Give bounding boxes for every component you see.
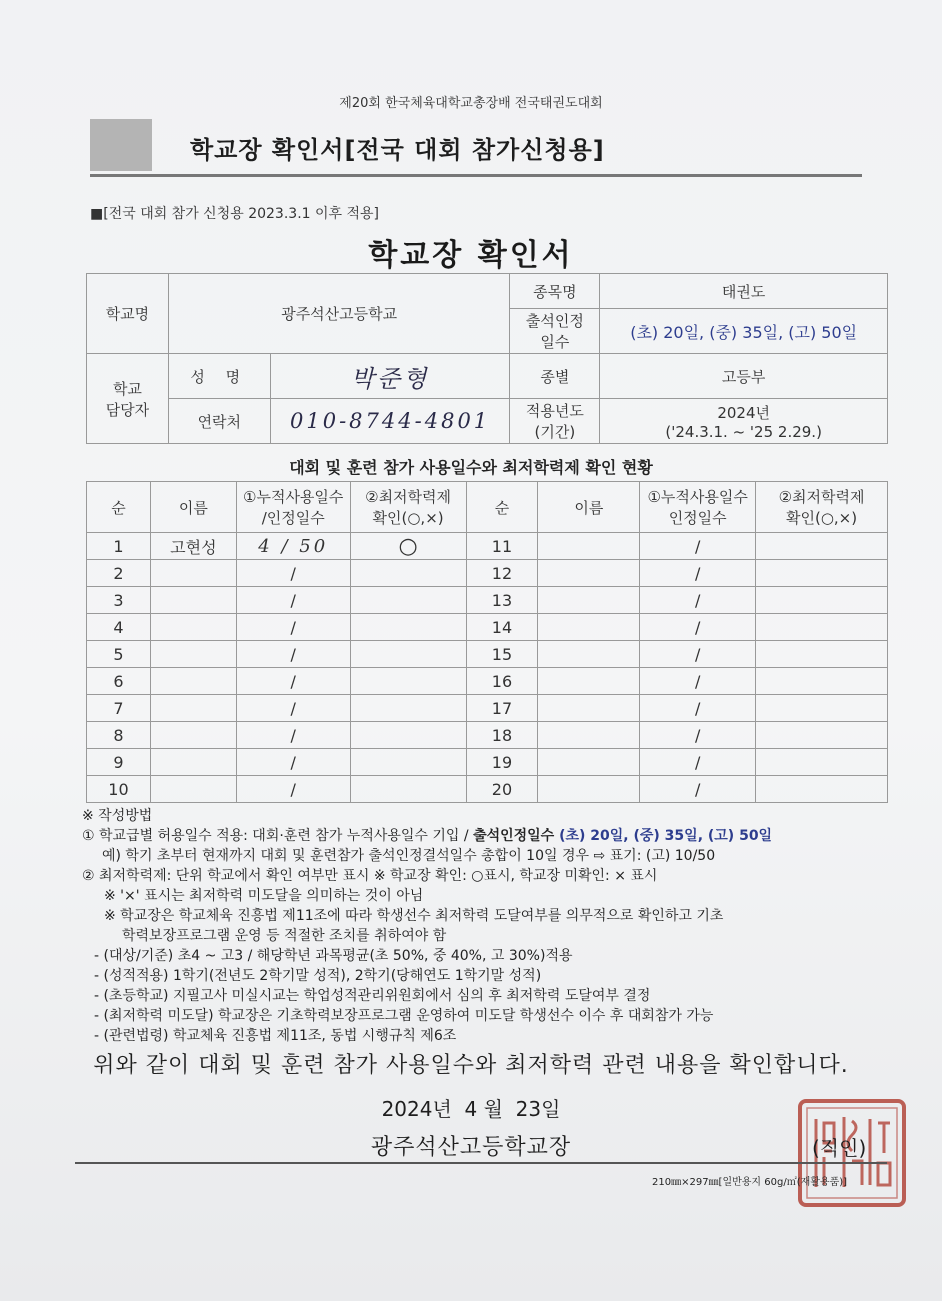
header-days-2 [640,482,756,533]
row-no: 5 [87,641,151,668]
row-no: 3 [87,587,151,614]
row-no-2: 11 [466,533,538,560]
header-name: 이름 [150,482,236,533]
row-no-2: 13 [466,587,538,614]
row-no: 2 [87,560,151,587]
row-name-2 [538,614,640,641]
row-days: / [236,641,350,668]
row-no-2: 16 [466,668,538,695]
writing-instructions [82,806,892,1046]
row-min-2 [756,695,888,722]
row-min [350,614,466,641]
event-value: 태권도 [600,274,888,309]
row-no: 7 [87,695,151,722]
school-value: 광주석산고등학교 [168,274,510,354]
header-min2-line1: ②최저학력제 [778,488,865,506]
row-no: 8 [87,722,151,749]
row-days: / [236,614,350,641]
row-name [150,587,236,614]
row-name-2 [538,641,640,668]
division-value: 고등부 [600,354,888,399]
row-min-2 [756,722,888,749]
row-days-2: / [640,722,756,749]
paper-spec: 210㎜×297㎜[일반용지 60g/㎡(재활용품)] [652,1177,848,1188]
name-label: 성 명 [168,354,270,399]
header-no-2: 순 [466,482,538,533]
row-name [150,695,236,722]
header-min2-line2: 확인(○,×) [785,509,858,527]
handwritten-name: 박준형 [270,354,510,399]
banner-title: 학교장 확인서[전국 대회 참가신청용] [190,136,605,164]
division-label: 종별 [510,354,600,399]
row-name-2 [538,695,640,722]
manager-label-line1: 학교 [112,379,142,398]
detail-law: - (관련법령) 학교체육 진흥법 제11조, 동법 시행규칙 제6조 [94,1028,457,1044]
row-no-2: 14 [466,614,538,641]
row-min-2 [756,587,888,614]
instruction-2-note1: ※ '×' 표시는 최저학력 미도달을 의미하는 것이 아님 [104,888,424,904]
row-min-2 [756,776,888,803]
row-no-2: 15 [466,641,538,668]
usage-row [87,776,888,803]
usage-row [87,533,888,560]
header-days2-line1: ①누적사용일수 [647,488,748,506]
row-min-2 [756,641,888,668]
row-name-2 [538,560,640,587]
row-days: / [236,722,350,749]
instruction-1 [82,826,892,846]
row-no: 4 [87,614,151,641]
row-min [350,641,466,668]
instruction-1-text: ① 학교급별 허용일수 적용: 대회·훈련 참가 누적사용일수 기입 / [82,828,474,844]
detail-elementary: - (초등학교) 지필고사 미실시교는 학업성적관리위원회에서 심의 후 최저학력 도달여부 결정 [94,988,651,1004]
year-value [600,399,888,444]
header-days-line1: ①누적사용일수 [243,488,344,506]
usage-row [87,587,888,614]
school-label: 학교명 [87,274,169,354]
usage-row [87,722,888,749]
row-no-2: 12 [466,560,538,587]
row-name [150,560,236,587]
row-days: / [236,587,350,614]
instruction-2: ② 최저학력제: 단위 학교에서 확인 여부만 표시 ※ 학교장 확인: ○표시, 학교장 미확인: × 표시 [82,868,658,884]
row-no-2: 17 [466,695,538,722]
row-min-2 [756,614,888,641]
usage-row [87,695,888,722]
row-name-2 [538,749,640,776]
instruction-2-note2-cont: 학력보장프로그램 운영 등 적절한 조치를 취하여야 함 [122,928,447,944]
header-days2-line2: 인정일수 [668,509,727,527]
event-label: 종목명 [510,274,600,309]
period-value-line: ('24.3.1. ~ '25 2.29.) [665,422,822,441]
row-min-2 [756,668,888,695]
manager-label [87,354,169,444]
banner-gray-box [90,119,152,171]
header-days-line2: /인정일수 [261,509,325,527]
row-min [350,587,466,614]
instructions-title: ※ 작성방법 [82,808,153,824]
row-name [150,722,236,749]
row-name [150,749,236,776]
row-days-2: / [640,560,756,587]
detail-grades: - (성적적용) 1학기(전년도 2학기말 성적), 2학기(당해연도 1학기말 성적) [94,968,542,984]
row-name [150,614,236,641]
row-min [350,776,466,803]
row-days-2: / [640,641,756,668]
row-days: / [236,695,350,722]
instruction-1-bold: 출석인정일수 [473,828,560,844]
attendance-label-line2: 일수 [540,333,570,351]
row-name-2 [538,587,640,614]
row-min [350,722,466,749]
row-name-2 [538,722,640,749]
principal-name: 광주석산고등학교장 [370,1135,572,1160]
instruction-2-note2: ※ 학교장은 학교체육 진흥법 제11조에 따라 학생선수 최저학력 도달여부를 의무적으로 확인하고 기초 [104,908,724,924]
handwritten-contact: 010-8744-4801 [270,399,510,444]
year-label-line2: (기간) [534,423,576,441]
header-min-line1: ②최저학력제 [365,488,452,506]
application-note: ■[전국 대회 참가 신청용 2023.3.1 이후 적용] [90,206,380,222]
row-no: 10 [87,776,151,803]
attendance-value: (초) 20일, (중) 35일, (고) 50일 [600,309,888,354]
document-title: 학교장 확인서 [368,238,574,273]
header-min-line2: 확인(○,×) [372,509,444,527]
row-name [150,776,236,803]
row-days: / [236,560,350,587]
attendance-label [510,309,600,354]
header-min-2 [756,482,888,533]
usage-row [87,668,888,695]
usage-table [86,481,888,803]
row-days: / [236,668,350,695]
row-min [350,560,466,587]
row-name [150,668,236,695]
row-min-2 [756,560,888,587]
row-name-2 [538,776,640,803]
row-days: / [236,776,350,803]
row-no-2: 20 [466,776,538,803]
usage-row [87,641,888,668]
header-no: 순 [87,482,151,533]
detail-target: - (대상/기준) 초4 ~ 고3 / 해당학년 과목평균(초 50%, 중 40%, 고 30%)적용 [94,948,573,964]
row-days-2: / [640,614,756,641]
issue-date: 2024년 4 월 23일 [381,1097,561,1121]
row-days: 4 / 50 [236,533,350,560]
attendance-label-line1: 출석인정 [525,312,584,330]
row-min [350,749,466,776]
seal-label: (직인) [812,1136,867,1160]
section-title: 대회 및 훈련 참가 사용일수와 최저학력제 확인 현황 [289,458,653,477]
header-min [350,482,466,533]
detail-below-minimum: - (최저학력 미도달) 학교장은 기초학력보장프로그램 운영하여 미도달 학생선수 이수 후 대회참가 가능 [94,1008,714,1024]
row-min-2 [756,749,888,776]
row-no-2: 19 [466,749,538,776]
instruction-1-example: 예) 학기 초부터 현재까지 대회 및 훈련참가 출석인정결석일수 총합이 10일 경우 ⇨ 표기: (고) 10/50 [102,848,716,864]
year-label-line1: 적용년도 [525,402,584,420]
info-table [86,273,888,444]
year-label [510,399,600,444]
row-min [350,668,466,695]
contact-label: 연락처 [168,399,270,444]
row-days-2: / [640,587,756,614]
header-name-2: 이름 [538,482,640,533]
usage-header-row [87,482,888,533]
usage-row [87,560,888,587]
banner-rule [90,174,862,177]
year-value-line: 2024년 [717,403,770,422]
usage-row [87,614,888,641]
row-days-2: / [640,776,756,803]
row-min-2 [756,533,888,560]
manager-label-line2: 담당자 [105,400,150,419]
row-days-2: / [640,668,756,695]
row-min: ○ [350,533,466,560]
row-no: 6 [87,668,151,695]
row-name: 고현성 [150,533,236,560]
row-days-2: / [640,533,756,560]
event-name: 제20회 한국체육대학교총장배 전국태권도대회 [339,96,603,111]
row-name [150,641,236,668]
footer-rule [75,1162,887,1164]
header-days [236,482,350,533]
confirmation-statement: 위와 같이 대회 및 훈련 참가 사용일수와 최저학력 관련 내용을 확인합니다. [93,1053,849,1078]
row-no: 1 [87,533,151,560]
row-days-2: / [640,749,756,776]
row-min [350,695,466,722]
usage-row [87,749,888,776]
row-name-2 [538,533,640,560]
row-no-2: 18 [466,722,538,749]
row-days: / [236,749,350,776]
row-no: 9 [87,749,151,776]
row-name-2 [538,668,640,695]
instruction-1-days: (초) 20일, (중) 35일, (고) 50일 [559,828,773,844]
row-days-2: / [640,695,756,722]
